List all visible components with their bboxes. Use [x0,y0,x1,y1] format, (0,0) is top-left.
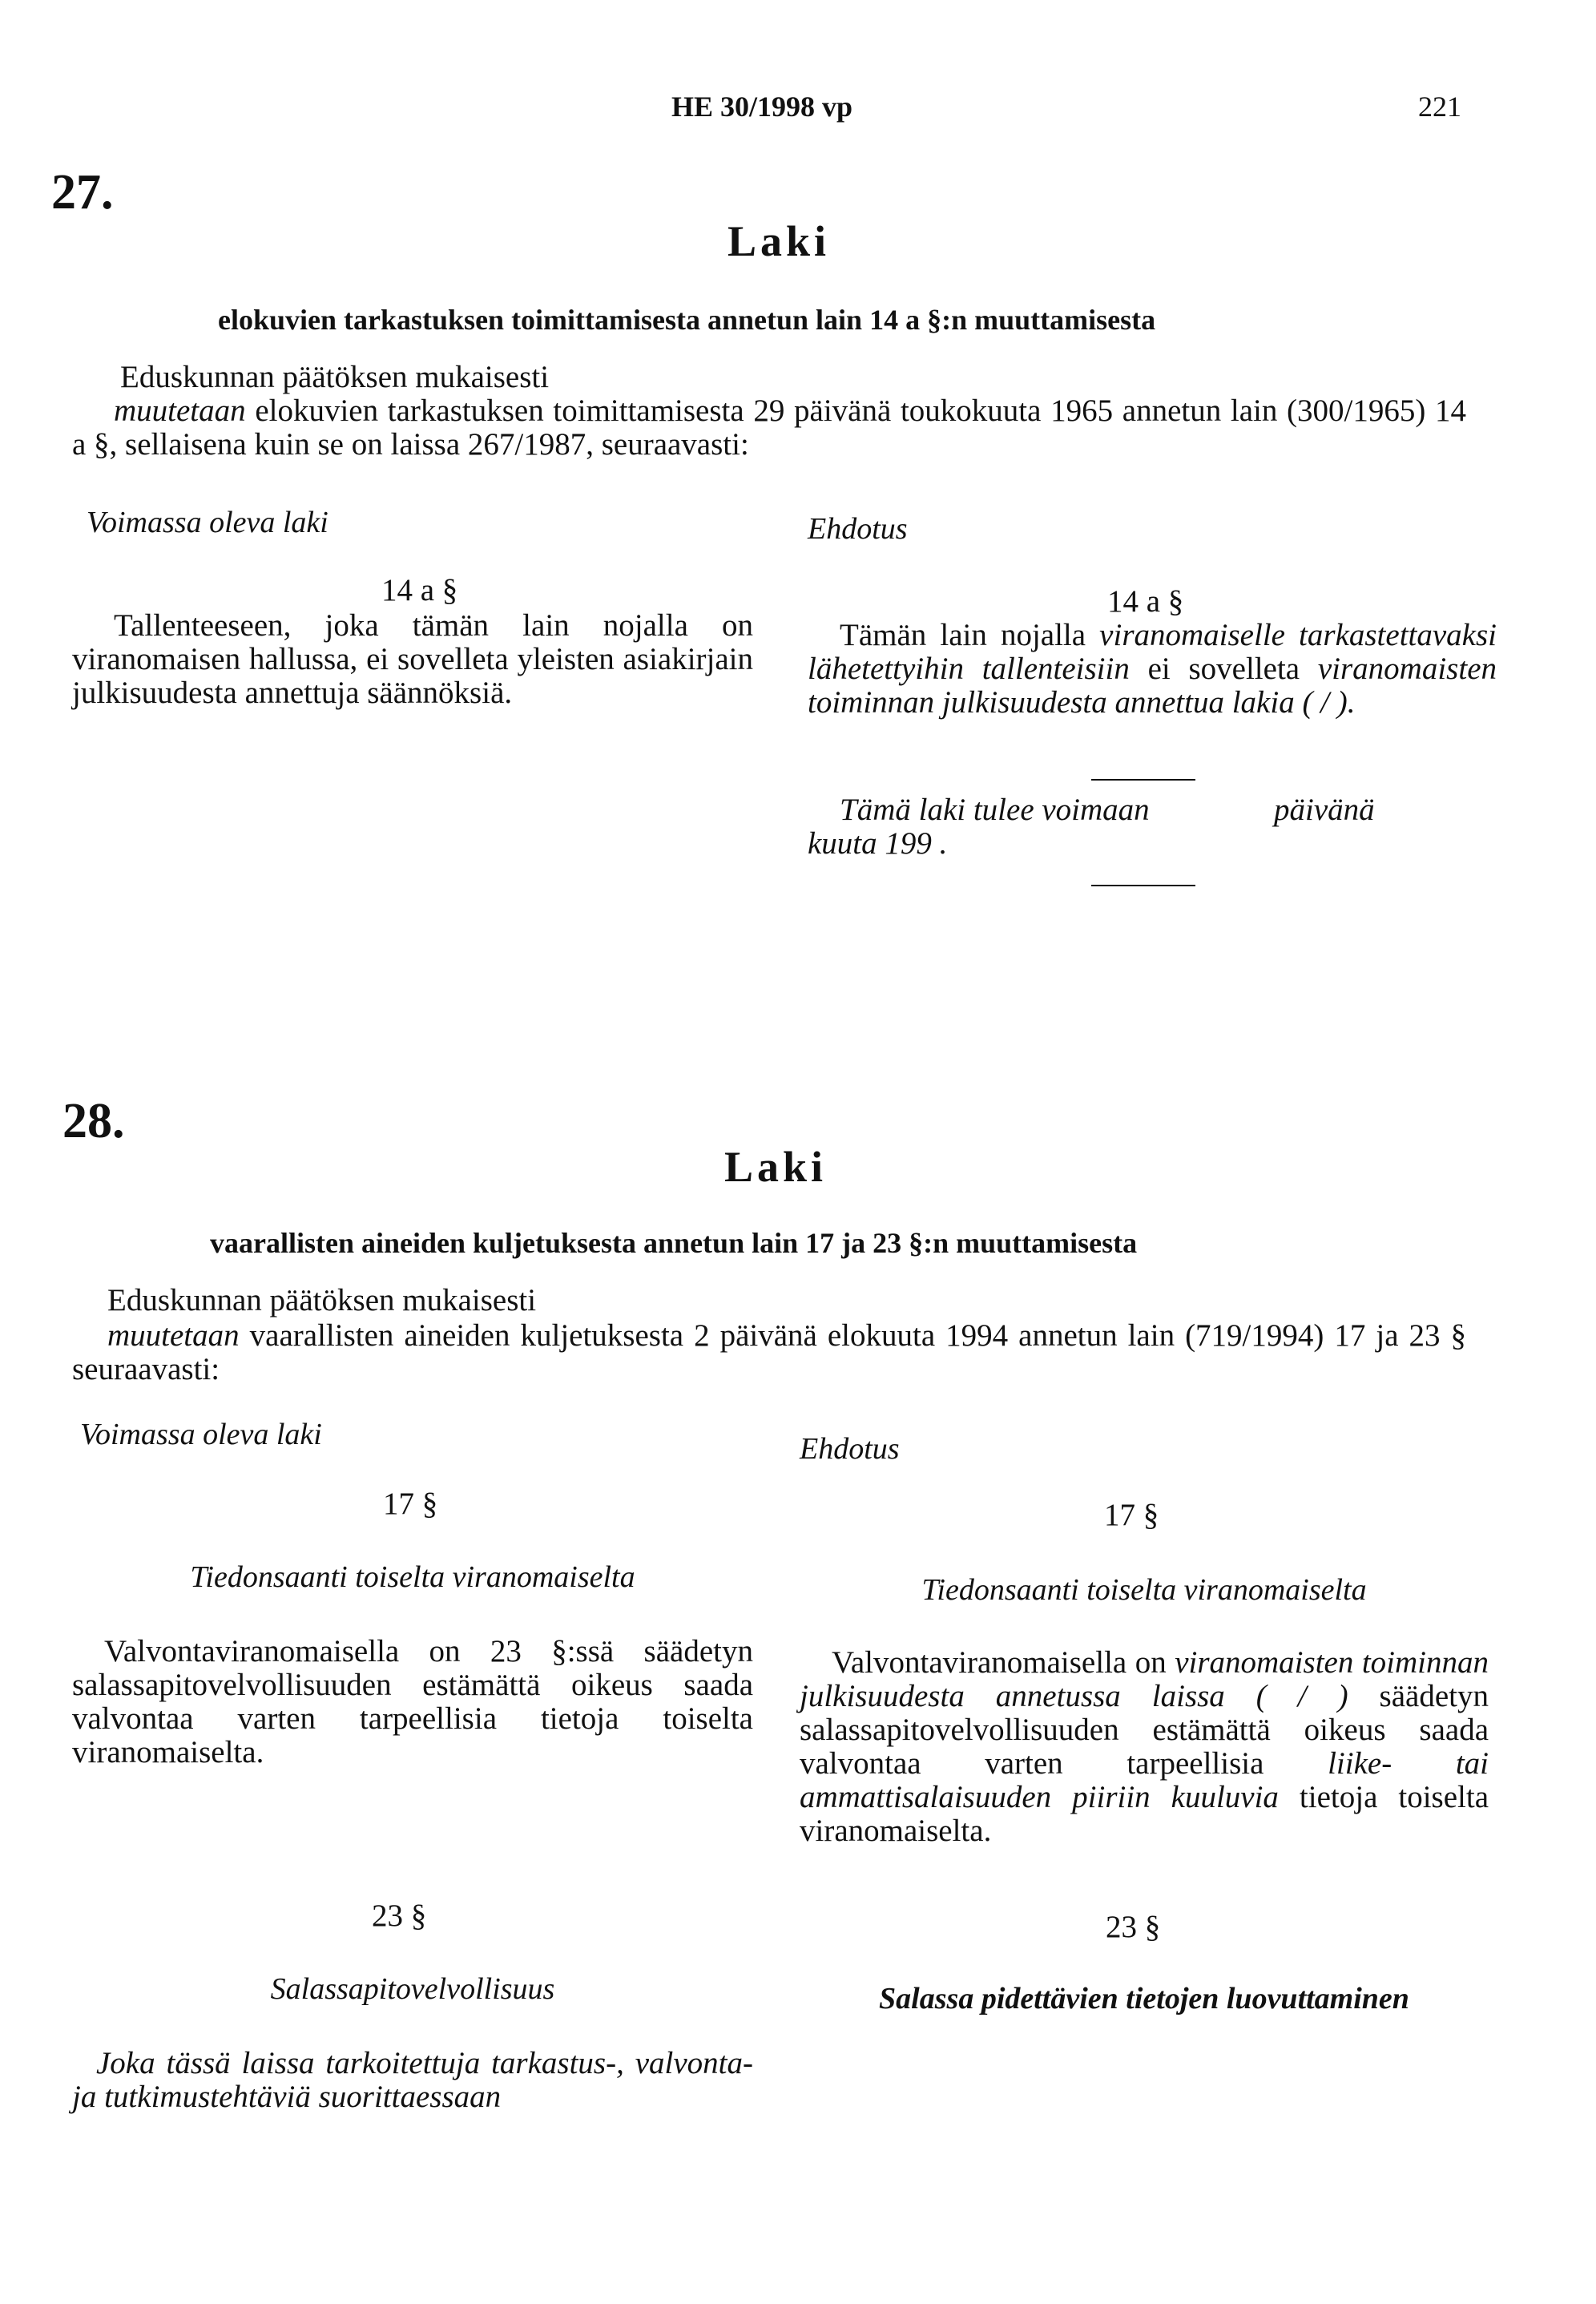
proposal-text-italic: viranomaiselle tarkastettavaksi lähetettyihin tallenteisiin [808,618,1497,686]
current-law-text: Joka tässä laissa tarkoitettuja tarkastus-, valvonta- ja tutkimustehtäviä suorittaessaan [72,2046,753,2114]
proposal-text-part: Tämän lain nojalla [840,618,1086,652]
current-law-text: Valvontaviranomaisella on 23 §:ssä säädetyn salassapitovelvollisuuden estämättä oikeus saada valvontaa varten tarpeellisia tietoja toiselta viranomaiselta. [72,1634,753,1769]
amend-text: elokuvien tarkastuksen toimittamisesta 29 päivänä toukokuuta 1965 annetun lain (300/1965) 14 a §, sellaisena kuin se on laissa 267/1987, seuraavasti: [72,393,1467,462]
proposal-text-italic: liike- tai ammattisalaisuuden piiriin kuuluvia [800,1746,1489,1814]
section-heading: Tiedonsaanti toiselta viranomaiselta [190,1560,635,1594]
entry-into-force-month: kuuta 199 . [808,826,948,861]
law-number: 28. [62,1094,125,1148]
section-number: 23 § [1106,1910,1161,1944]
section-number: 14 a § [381,573,458,607]
law-subtitle: elokuvien tarkastuksen toimittamisesta annetun lain 14 a §:n muuttamisesta [218,304,1156,336]
enacting-clause: Eduskunnan päätöksen mukaisesti [107,1283,537,1317]
section-heading: Tiedonsaanti toiselta viranomaiselta [921,1573,1367,1607]
amend-verb: muutetaan [107,1318,240,1353]
current-law-label: Voimassa oleva laki [80,1418,322,1451]
proposal-text-italic: viranomaisten toiminnan julkisuudesta annettua lakia ( / ). [808,652,1497,720]
entry-into-force: Tämä laki tulee voimaan [840,793,1150,827]
proposal-label: Ehdotus [800,1432,900,1466]
law-title: Laki [724,1143,828,1191]
amending-clause [72,394,1466,462]
section-heading: Salassa pidettävien tietojen luovuttaminen [879,1982,1409,2015]
proposal-text [808,619,1497,720]
proposal-text-italic: viranomaisten toiminnan julkisuudesta annetussa laissa ( / ) [800,1645,1489,1713]
separator-rule [1091,885,1195,886]
law-number: 27. [51,165,114,220]
current-law-label: Voimassa oleva laki [87,506,328,539]
enacting-clause: Eduskunnan päätöksen mukaisesti [120,360,550,394]
running-header: HE 30/1998 vp [671,91,853,123]
separator-rule [1091,779,1195,781]
amend-text: vaarallisten aineiden kuljetuksesta 2 päivänä elokuuta 1994 annetun lain (719/1994) 17 ja 23 § seuraavasti: [72,1318,1466,1386]
proposal-text-part: Valvontaviranomaisella on [832,1645,1167,1680]
current-law-text: Tallenteeseen, joka tämän lain nojalla on viranomaisen hallussa, ei sovelleta yleisten asiakirjain julkisuudesta annettuja säännöksiä. [72,608,753,710]
section-number: 17 § [383,1487,438,1521]
page-number: 221 [1418,91,1461,123]
proposal-text-part: tietoja toiselta viranomaiselta. [800,1780,1489,1848]
law-title: Laki [727,217,831,265]
section-number: 14 a § [1107,584,1184,619]
proposal-text-part: säädetyn salassapitovelvollisuuden estämättä oikeus saada valvontaa varten tarpeellisia [800,1679,1489,1781]
law-subtitle: vaarallisten aineiden kuljetuksesta annetun lain 17 ja 23 §:n muuttamisesta [210,1227,1138,1259]
proposal-text [800,1646,1489,1848]
section-number: 17 § [1104,1498,1159,1532]
entry-into-force-day: päivänä [1274,793,1375,827]
amending-clause [72,1319,1466,1386]
proposal-label: Ehdotus [808,512,908,546]
section-heading: Salassapitovelvollisuus [270,1972,555,2006]
section-number: 23 § [372,1898,427,1933]
amend-verb: muutetaan [114,393,246,428]
proposal-text-part: ei sovelleta [1147,652,1300,686]
